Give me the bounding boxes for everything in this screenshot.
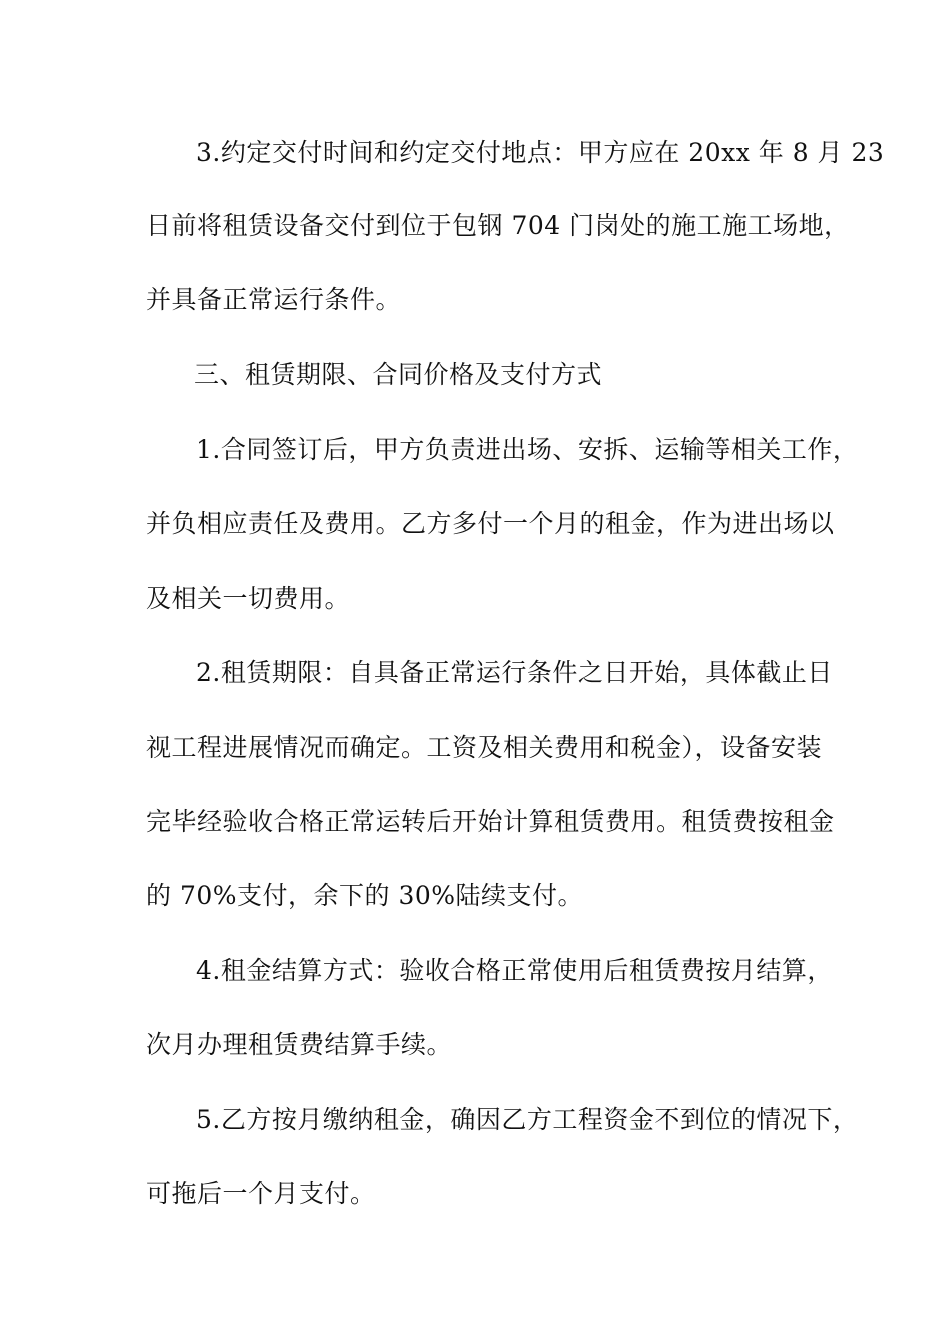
clause-4-line-2: 次月办理租赁费结算手续。 <box>146 1030 453 1059</box>
clause-5-line-1: 5.乙方按月缴纳租金，确因乙方工程资金不到位的情况下， <box>196 1105 859 1134</box>
clause-2-line-2: 视工程进展情况而确定。工资及相关费用和税金），设备安装 <box>146 733 823 762</box>
clause-1-line-2: 并负相应责任及费用。乙方多付一个月的租金，作为进出场以 <box>146 509 835 538</box>
section-3-heading: 三、租赁期限、合同价格及支付方式 <box>194 360 603 389</box>
clause-3-line-3: 并具备正常运行条件。 <box>146 285 402 314</box>
clause-1-line-1: 1.合同签订后，甲方负责进出场、安拆、运输等相关工作， <box>196 435 859 464</box>
clause-2-line-3: 完毕经验收合格正常运转后开始计算租赁费用。租赁费按租金 <box>146 807 835 836</box>
clause-1-line-3: 及相关一切费用。 <box>146 584 351 613</box>
clause-3-line-1: 3.约定交付时间和约定交付地点：甲方应在 20xx 年 8 月 23 <box>196 138 885 167</box>
clause-2-line-1: 2.租赁期限：自具备正常运行条件之日开始，具体截止日 <box>196 658 833 687</box>
clause-2-line-4: 的 70%支付，余下的 30%陆续支付。 <box>146 881 584 910</box>
clause-5-line-2: 可拖后一个月支付。 <box>146 1179 376 1208</box>
clause-4-line-1: 4.租金结算方式：验收合格正常使用后租赁费按月结算， <box>196 956 833 985</box>
clause-3-line-2: 日前将租赁设备交付到位于包钢 704 门岗处的施工施工场地， <box>146 211 850 240</box>
